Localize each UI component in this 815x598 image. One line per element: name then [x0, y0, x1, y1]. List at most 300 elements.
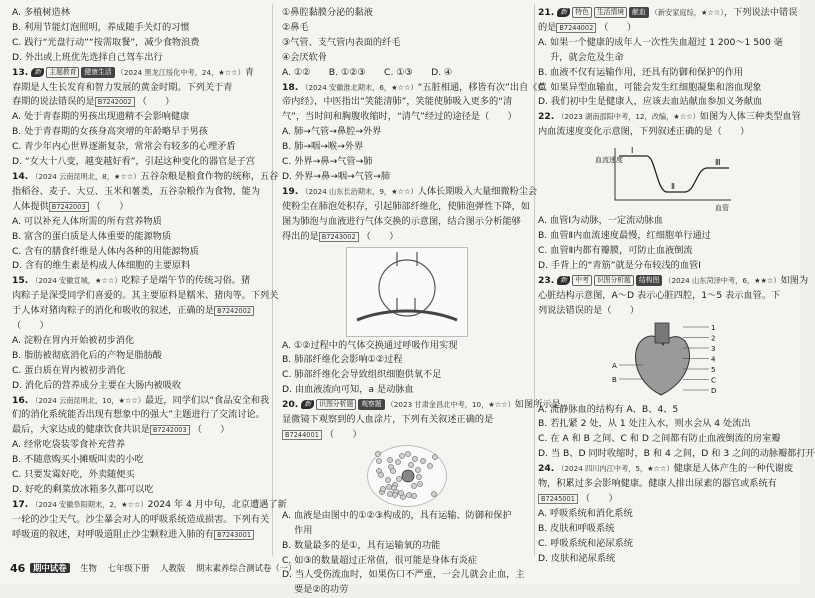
question-number: 22.: [538, 111, 555, 123]
text-line: [12, 259, 260, 274]
text-line: [538, 51, 794, 66]
line-tail: （ ）: [324, 428, 362, 440]
line-text: A. 呼吸系统和消化系统: [538, 507, 633, 519]
text-line: [282, 110, 532, 125]
text-line: [12, 423, 260, 438]
line-text: 于人体对猪肉粽子的消化和吸收的叙述，正确的是: [12, 305, 215, 317]
line-text: C. 在 A 和 B 之间、C 和 D 之间都有防止血液倒流的房室瓣: [538, 433, 781, 445]
question-source: （2024 云南昆明北，8，★☆☆）: [31, 171, 141, 181]
heart-label: C: [711, 376, 716, 384]
line-text: B. 肺→咽→喉→外界: [282, 141, 364, 153]
line-text: C. 只要发霉好吃，外卖随便买: [12, 469, 135, 481]
heart-label: B: [612, 375, 617, 384]
text-line: [12, 155, 260, 170]
line-tail: 如图为人体三种类型血管: [699, 111, 801, 123]
text-line: [538, 462, 794, 477]
text-line: [12, 81, 260, 96]
line-tail: 健康是人体产生的一种代谢废: [673, 463, 794, 475]
red-blood-cell: [416, 474, 421, 479]
question-source: （2024 黑龙江绥化中考，24，★☆☆）: [116, 67, 245, 77]
line-text: A. 流静脉血的结构有 A、B、4、5: [538, 403, 679, 415]
red-blood-cell: [405, 451, 410, 456]
text-line: [282, 140, 532, 155]
line-text: C. 肺部纤维化会导致组织细胞供氧不足: [282, 369, 442, 381]
line-text: A. 如果一个健康的成年人一次性失血超过 1 200～1 500 毫: [538, 36, 783, 48]
text-line: [12, 438, 260, 453]
line-text: C. 践行“光盘行动”“按需取餐”，减少食物浪费: [12, 36, 200, 48]
text-line: [538, 477, 794, 492]
line-text: B. 处于青春期的女孩身高突增的年龄略早于男孩: [12, 126, 208, 138]
line-text: 呼吸道的叙述，对呼吸道阻止沙尘颗粒进入肺的有: [12, 528, 215, 540]
blood-smear-figure: [367, 445, 447, 507]
text-line: [282, 428, 532, 443]
text-line: [282, 66, 532, 81]
line-text: A. 血管Ⅰ为动脉，一定流动脉血: [538, 215, 663, 227]
line-text: A. 淀粉在胃内开始被初步消化: [12, 334, 135, 346]
question-source: （2024 安徽宣城，★☆☆）: [31, 276, 122, 286]
text-line: [12, 245, 260, 260]
heart-label: 2: [711, 334, 716, 342]
question-number: 20.: [282, 399, 299, 411]
line-text: B. 皮肤和呼吸系统: [538, 522, 615, 534]
line-text: D. 由血液流向可知，a 是动脉血: [282, 384, 414, 396]
red-blood-cell: [392, 492, 397, 497]
heart-label: 4: [711, 355, 716, 363]
text-line: [282, 6, 532, 21]
line-text: 要是②的功劳: [282, 584, 349, 596]
line-text: B. 肺部纤维化会影响①②过程: [282, 354, 403, 366]
line-text: B. 血管Ⅱ内血流速度最慢，红细胞单行通过: [538, 230, 711, 242]
question-code: B7242003: [49, 202, 89, 212]
y-axis-label: 血流速度: [595, 156, 623, 165]
text-line: [538, 432, 794, 447]
line-text: 人体提供: [12, 200, 49, 212]
line-text: B. 若扎紧 2 处，从 1 处注入水，则水会从 4 处流出: [538, 418, 751, 430]
question-source: （2024 云南昆明北，10，★☆☆）: [31, 395, 146, 405]
question-source: （2024 山东菏泽中考，6，★★☆）: [664, 275, 781, 285]
text-line: [538, 95, 794, 110]
line-text: C. 如果异型血输血，可能会发生红细胞凝集和溶血现象: [538, 81, 762, 93]
question-number: 19.: [282, 185, 299, 197]
question-source: （新安家庭综，★☆☆）: [650, 8, 724, 17]
line-text: D. 当 B、D 同时收缩时，B 和 4 之间，D 和 3 之间的动脉瓣都打开: [538, 448, 815, 460]
line-text: C. 外界→鼻→气管→肺: [282, 156, 373, 168]
line-text: 心脏结构示意图，A～D 表示心脏四腔，1～5 表示血管。下: [538, 289, 781, 301]
line-text: A. 多植树造林: [12, 7, 70, 18]
line-tail: （ ）: [192, 424, 230, 436]
red-blood-cell: [375, 451, 380, 456]
lung-alveolus-diagram: [347, 248, 467, 336]
line-text: D. 皮肤和泌尿系统: [538, 552, 616, 564]
line-text: 帝内经》，中医指出“笑能清肺”，笑能使肺吸入更多的“清: [282, 96, 513, 108]
red-blood-cell: [380, 486, 385, 491]
question-number: 23.: [538, 274, 555, 286]
question-code: B7242002: [214, 306, 254, 316]
lung-alveolus-figure: [346, 247, 468, 337]
heart-label: 5: [711, 365, 716, 374]
line-text: 气”，当时间和胸腹收缩时，“清气”经过的途径是: [282, 111, 481, 123]
line-text: 得出的是: [282, 230, 319, 242]
text-line: [12, 170, 279, 185]
line-text: D. 手背上的“青筋”就是分布较浅的血管Ⅰ: [538, 259, 701, 271]
heart-label: A: [612, 361, 617, 370]
line-tail: （ ）: [91, 200, 129, 212]
question-tag: 生活情境: [594, 7, 627, 18]
column-left: [12, 6, 287, 543]
question-tag: 观察题: [358, 399, 384, 410]
question-number: 24.: [538, 463, 555, 475]
text-line: [12, 274, 260, 289]
red-blood-cell: [378, 472, 383, 477]
gas-exchange-arrows: [397, 298, 415, 310]
question-source: （2024 四川内江中考，5，★☆☆）: [557, 464, 674, 474]
red-blood-cell: [387, 491, 392, 496]
text-line: [12, 364, 260, 379]
line-text: C. 蛋白质在胃内被初步消化: [12, 364, 126, 376]
line-text: A. 处于青春期的男孩出现遗精不会影响健康: [12, 111, 190, 123]
line-tail: 最近，同学们以“食品安全和我: [145, 394, 270, 406]
text-line: [282, 51, 532, 66]
red-blood-cell: [431, 491, 436, 496]
red-blood-cell: [408, 462, 413, 467]
question-tag: 识图分析题: [594, 275, 634, 286]
vessel-label: Ⅱ: [671, 182, 675, 192]
question-source: （2023 湖南邵阳中考，12，改编，★☆☆）: [557, 112, 700, 122]
text-line: [538, 289, 794, 304]
alveolus-outline: [379, 260, 435, 316]
question-number: 17.: [12, 498, 29, 510]
text-line: [538, 403, 794, 418]
line-text: ④会厌软骨: [282, 51, 327, 63]
x-axis-label: 血管: [715, 204, 729, 213]
page-number: 46: [10, 562, 26, 575]
text-line: [282, 383, 532, 398]
question-source: （2024 山东长治期末，9，★☆☆）: [301, 186, 418, 196]
line-tail: 2024 年 4 月中旬，北京遭遇了新: [147, 498, 287, 510]
line-text: A. 经常吃袋装零食补充营养: [12, 439, 126, 451]
line-text: B. 不随意购买小摊贩叫卖的小吃: [12, 454, 144, 466]
line-text: 的是: [538, 21, 557, 33]
line-text: B. 脂肪被彻底消化后的产物是脂肪酸: [12, 349, 162, 361]
question-tag: 新: [31, 68, 44, 77]
text-line: [12, 185, 260, 200]
line-text: 春期的说法错误的是: [12, 96, 95, 108]
text-line: [538, 492, 794, 507]
question-tag: 主题教育: [46, 67, 79, 78]
text-line: [12, 453, 260, 468]
text-line: [282, 36, 532, 51]
question-code: B7242002: [95, 97, 135, 107]
footer-subject: 生物: [80, 563, 97, 573]
question-source: （2024 安徽阜阳期末，2，★☆☆）: [31, 499, 148, 509]
red-blood-cell: [387, 457, 392, 462]
text-line: [12, 125, 260, 140]
line-text: 显微镜下观察到的人血涂片，下列有关叙述正确的是: [282, 414, 494, 426]
text-line: [12, 21, 260, 36]
red-blood-cell: [386, 484, 391, 489]
question-tag: 特色: [572, 7, 592, 18]
text-line: [12, 200, 260, 215]
text-line: [12, 513, 270, 528]
footer-brand: 期中试卷: [30, 563, 70, 573]
text-line: [538, 537, 794, 552]
footer-edition: 人教版: [160, 563, 186, 573]
text-line: [12, 51, 260, 66]
line-text: A. ①② B. ①②③ C. ①③ D. ④: [282, 66, 453, 78]
question-tag: 献血: [629, 7, 649, 18]
red-blood-cell: [420, 458, 425, 463]
question-code: B7243001: [214, 530, 254, 540]
text-line: [282, 413, 532, 428]
text-line: [12, 379, 260, 394]
line-text: D. 外界→鼻→咽→气管→肺: [282, 170, 391, 182]
line-tail: （ ）: [12, 320, 49, 332]
text-line: [282, 539, 532, 554]
text-line: [538, 66, 794, 81]
line-text: 列说法错误的是: [538, 304, 603, 316]
question-code: B7243002: [319, 232, 359, 242]
question-source: （2024 安徽淮北期末，6，★☆☆）: [301, 82, 418, 92]
vessel-label: Ⅰ: [631, 146, 634, 156]
line-text: 们的消化系统能否出现有想象中的强大”主题进行了交流讨论。: [12, 409, 265, 421]
text-line: [282, 398, 561, 413]
text-line: [538, 507, 794, 522]
white-blood-cell: [402, 470, 414, 482]
text-line: [282, 170, 532, 185]
line-text: D. 含有的维生素是构成人体细胞的主要原料: [12, 260, 191, 272]
heart-label: 1: [711, 323, 716, 332]
line-text: A. 可以补充人体所需的所有营养物质: [12, 215, 162, 227]
text-line: [12, 334, 260, 349]
heart-outline: [636, 336, 690, 395]
line-tail: 如图所示是: [514, 399, 561, 411]
line-text: B. 数量最多的是①，具有运输氧的功能: [282, 539, 441, 551]
blood-smear-diagram: [368, 446, 446, 506]
question-number: 15.: [12, 275, 29, 287]
vessel-label: Ⅲ: [715, 158, 721, 168]
question-source: （2023 甘肃金昌北中考，10，★☆☆）: [386, 400, 515, 410]
line-text: 春期是人生长发育和智力发展的黄金时期。下列关于青: [12, 81, 233, 93]
line-text: A. ①②过程中的气体交换通过呼吸作用实现: [282, 339, 458, 351]
text-line: [282, 95, 532, 110]
text-line: [538, 81, 794, 96]
text-line: [538, 125, 794, 140]
heart-label: 3: [711, 344, 716, 353]
red-blood-cell: [396, 476, 401, 481]
red-blood-cell: [417, 481, 422, 486]
text-line: [282, 509, 532, 524]
line-tail: 吃粽子是端午节的传统习俗。猪: [121, 275, 251, 287]
text-line: [538, 522, 794, 537]
text-line: [282, 200, 532, 215]
text-line: [538, 417, 794, 432]
text-line: [12, 215, 260, 230]
line-tail: （ ）: [602, 304, 640, 316]
text-line: [12, 230, 260, 245]
text-line: [538, 110, 801, 125]
line-text: C. 血管Ⅱ内都有瓣膜，可防止血液倒流: [538, 244, 693, 256]
red-blood-cell: [412, 456, 417, 461]
question-code: B7244002: [556, 23, 596, 33]
text-line: [282, 125, 532, 140]
line-text: 升，就会危及生命: [538, 51, 624, 63]
red-blood-cell: [390, 468, 395, 473]
text-line: [12, 394, 270, 409]
line-text: 使粉尘在肺泡处积存，引起肺部纤维化，使肺泡弹性下降，如: [282, 200, 531, 212]
question-tag: 新: [557, 8, 570, 17]
line-text: 作用: [282, 524, 313, 536]
question-code: B7245001: [538, 494, 578, 504]
text-line: [282, 155, 532, 170]
line-text: D. 消化后的营养成分主要在大肠内被吸收: [12, 379, 182, 391]
text-line: [12, 483, 260, 498]
text-line: [12, 95, 260, 110]
text-line: [538, 244, 794, 259]
text-line: [12, 289, 279, 304]
column-divider: [272, 4, 273, 556]
line-tail: （ ）: [599, 21, 637, 33]
line-text: D. 当人受伤流血时，如果伤口不严重，一会儿就会止血，主: [282, 569, 525, 581]
red-blood-cell: [427, 463, 432, 468]
text-line: [12, 528, 260, 543]
line-text: 内血流速度变化示意图，下列叙述正确的是: [538, 126, 713, 138]
text-line: [12, 468, 260, 483]
page-footer: [0, 558, 800, 584]
text-line: [538, 304, 794, 319]
footer-grade: 七年级下册: [107, 563, 150, 573]
heart-figure: [611, 321, 721, 401]
line-text: C. 如③的数量超过正常值，很可能是身体有炎症: [282, 554, 478, 566]
question-tag: 中考: [572, 275, 592, 286]
red-blood-cell: [376, 458, 381, 463]
text-line: [12, 140, 260, 155]
text-line: [538, 274, 809, 289]
text-line: [538, 259, 794, 274]
text-line: [12, 319, 260, 334]
question-tag: 新: [301, 400, 314, 409]
line-tail: （ ）: [361, 230, 399, 242]
line-text: B. 血液不仅有运输作用，还具有防御和保护的作用: [538, 66, 744, 78]
line-text: C. 含有的膳食纤维是人体内各种的用能源物质: [12, 245, 199, 257]
line-text: 指稻谷、麦子、大豆、玉米和薯类，五谷杂粮作为食物，能为: [12, 185, 261, 197]
line-tail: 五谷杂粮是粮食作物的统称，五谷: [140, 170, 279, 182]
column-right: [538, 6, 815, 566]
text-line: [282, 21, 532, 36]
red-blood-cell: [415, 467, 420, 472]
line-text: C. 呼吸系统和泌尿系统: [538, 537, 633, 549]
text-line: [538, 21, 794, 36]
text-line: [282, 230, 532, 245]
line-text: 物，积累过多会影响健康。健康人排出尿素的器官或系统有: [538, 478, 777, 490]
text-line: [538, 6, 798, 21]
text-line: [12, 304, 260, 319]
question-code: B7242003: [150, 425, 190, 435]
line-tail: “五脏相通，移皆有次”出自《黄: [417, 81, 547, 93]
line-text: 肉粽子是深受同学们喜爱的。其主要原料是糯米、猪肉等。下列关: [12, 290, 279, 302]
text-line: [12, 349, 260, 364]
red-blood-cell: [385, 477, 390, 482]
line-text: ③气管、支气管内表面的纤毛: [282, 36, 401, 48]
question-tag: 结构图: [636, 275, 662, 286]
text-line: [12, 110, 260, 125]
heart-diagram: [611, 321, 721, 401]
question-tag: 新: [557, 276, 570, 285]
text-line: [538, 214, 794, 229]
line-tail: （ ）: [712, 126, 750, 138]
line-text: A. 肺→气管→鼻腔→外界: [282, 126, 382, 138]
red-blood-cell: [406, 492, 411, 497]
red-blood-cell: [411, 483, 416, 488]
text-line: [282, 81, 547, 96]
text-line: [282, 215, 532, 230]
text-line: [12, 408, 265, 423]
line-text: 图为肺泡与血液进行气体交换的示意图，结合图示分析能够: [282, 215, 521, 227]
text-line: [282, 368, 532, 383]
question-tag: 识图分析题: [316, 399, 356, 410]
line-text: D. “女大十八变，越变越好看”，引起这种变化的器官是子宫: [12, 156, 255, 168]
heart-label: D: [711, 386, 717, 395]
red-blood-cell: [399, 453, 404, 458]
line-text: A. 血液是由图中的①②③构成的，具有运输、防御和保护: [282, 509, 512, 521]
text-line: [282, 339, 532, 354]
red-blood-cell: [398, 490, 403, 495]
line-text: 一轮的沙尘天气。沙尘暴会对人的呼吸系统造成损害。下列有关: [12, 513, 270, 525]
question-code: B7244001: [282, 430, 322, 440]
question-number: 14.: [12, 170, 29, 182]
question-number: 21.: [538, 7, 555, 18]
line-tail: 人体长期吸入大量细微粉尘会: [417, 185, 538, 197]
line-text: 最后，大家达成的健康饮食共识是: [12, 424, 150, 436]
text-line: [12, 6, 260, 21]
question-number: 18.: [282, 81, 299, 93]
line-text: ②鼻毛: [282, 21, 309, 33]
red-blood-cell: [432, 454, 437, 459]
line-tail: ，下列说法中错误: [723, 7, 798, 18]
text-line: [538, 229, 794, 244]
text-line: [12, 498, 287, 513]
line-text: C. 青少年内心世界逐渐复杂，常常会有较多的心理矛盾: [12, 141, 236, 153]
bronchiole: [397, 252, 417, 266]
blood-flow-chart: [591, 142, 741, 212]
aorta: [655, 323, 669, 343]
text-line: [12, 66, 260, 81]
text-line: [282, 353, 532, 368]
text-line: [282, 185, 538, 200]
text-line: [538, 447, 815, 462]
question-number: 13.: [12, 66, 29, 78]
line-tail: （ ）: [580, 492, 618, 504]
text-line: [282, 583, 532, 598]
line-tail: 如图为: [780, 274, 809, 286]
blood-flow-chart-figure: [591, 142, 741, 212]
text-line: [282, 524, 532, 539]
text-line: [12, 36, 260, 51]
line-tail: （ ）: [137, 96, 175, 108]
red-blood-cell: [395, 459, 400, 464]
line-text: B. 利用节能灯泡照明，养成随手关灯的习惯: [12, 21, 190, 33]
question-tag: 健康生活: [81, 67, 114, 78]
footer-info: [30, 562, 304, 574]
red-blood-cell: [411, 493, 416, 498]
text-line: [538, 36, 794, 51]
line-tail: （ ）: [480, 111, 517, 123]
line-text: D. 我们初中生是健康人，应该去血站献血参加义务献血: [538, 96, 763, 108]
footer-title: 期末素养综合测试卷（一）: [195, 563, 297, 573]
line-text: ①鼻腔黏膜分泌的黏液: [282, 7, 373, 18]
line-text: B. 富含的蛋白质是人体重要的能源物质: [12, 230, 172, 242]
line-text: D. 外出或上班优先选择自己驾车出行: [12, 51, 163, 63]
line-text: D. 好吃的剩菜放冰箱多久都可以吃: [12, 484, 154, 495]
